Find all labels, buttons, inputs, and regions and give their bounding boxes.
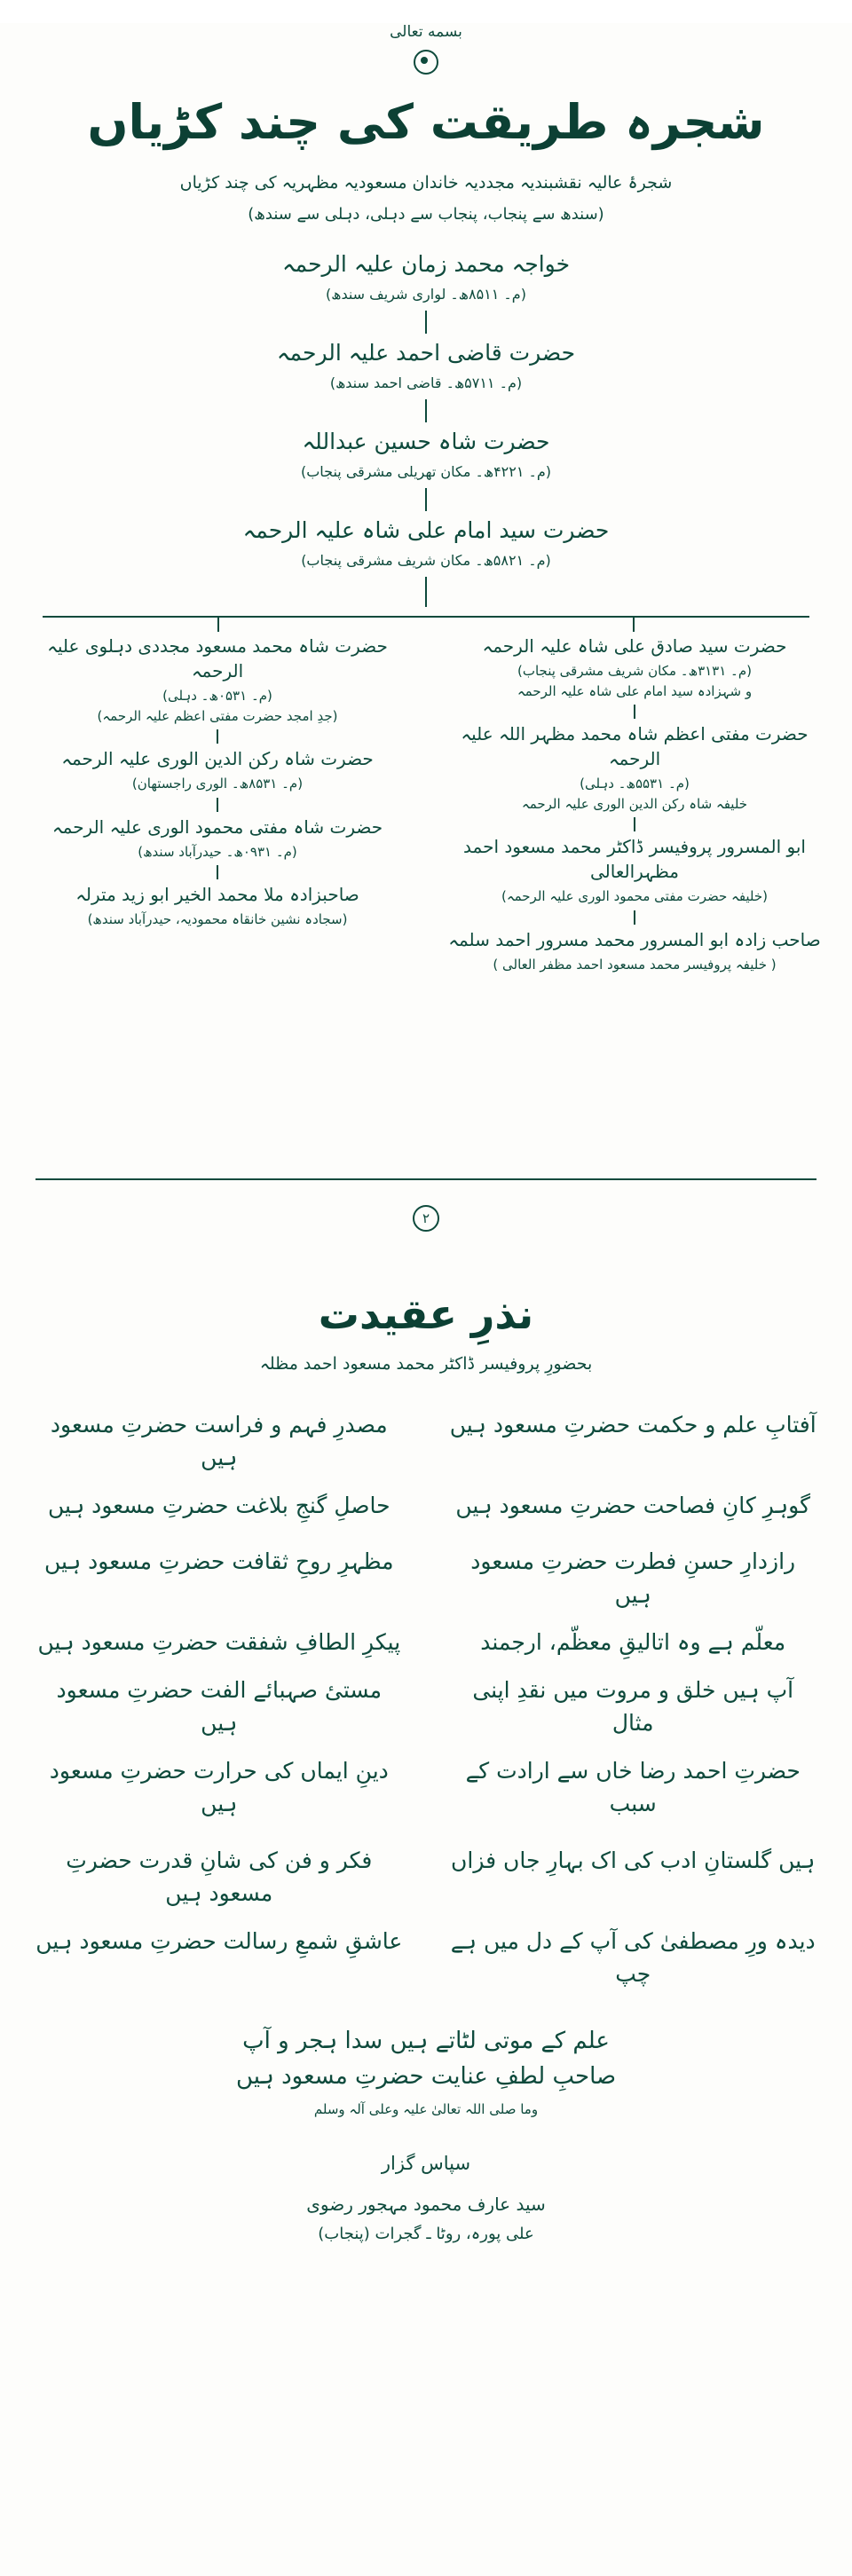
- branch-stub-left: [217, 616, 219, 632]
- subtitle-line-2: (سندھ سے پنجاب، پنجاب سے دہلی، دہلی سے سندھ): [248, 205, 604, 225]
- branch-diagram: [0, 616, 852, 1184]
- poem-closing: [0, 2023, 852, 2118]
- chain-node-4: [0, 515, 852, 571]
- signature-block: [0, 2153, 852, 2248]
- branch-node-detail: (م۔ ۱۳۹۰ھ۔ حیدرآباد سندھ): [138, 843, 297, 860]
- couplet-hemistich-left: فکر و فن کی شانِ قدرت حضرتِ مسعود ہیں: [66, 1847, 373, 1907]
- chain-node-name: حضرت شاہ حسین عبداللہ: [302, 429, 550, 455]
- signature-word: سپاس گزار: [381, 2153, 471, 2175]
- branch-node-right-4: [444, 927, 825, 975]
- bismillah-text: بسمه تعالی: [390, 23, 462, 41]
- branch-node-name: حضرت سید صادق علی شاہ علیہ الرحمہ: [482, 635, 787, 658]
- document-page: [0, 23, 852, 2576]
- branch-node-name: حضرت مفتی اعظم شاہ محمد مظہر اللہ علیہ الرحمہ: [461, 723, 809, 770]
- couplet-row: [36, 1925, 816, 1991]
- branch-node-name: حضرت شاہ محمد مسعود مجددی دہلوی علیہ الرحمہ: [47, 635, 388, 682]
- couplet-hemistich-right: حضرتِ احمد رضا خاں سے ارادت کے سبب: [465, 1757, 801, 1817]
- connector-line: [634, 817, 635, 831]
- chain-node-3: [0, 426, 852, 483]
- branch-node-name: حضرت شاہ رکن الدین الوری علیہ الرحمہ: [61, 748, 374, 770]
- couplet-hemistich-left: دینِ ایماں کی حرارت حضرتِ مسعود ہیں: [49, 1757, 389, 1817]
- couplet-hemistich-right: گوہرِ کانِ فصاحت حضرتِ مسعود ہیں: [455, 1492, 810, 1518]
- couplet-row: [36, 1489, 816, 1523]
- subtitle-line-1: شجرۂ عالیہ نقشبندیہ مجددیہ خاندان مسعودیہ مظہریہ کی چند کڑیاں: [179, 172, 673, 193]
- branch-node-detail: (م۔ ۱۳۵۸ھ۔ الوری راجستھان): [131, 776, 304, 792]
- signature-address: علی پورہ، روٹا ـ گجرات (پنجاب): [318, 2225, 534, 2244]
- couplet-hemistich-left: حاصلِ گنجِ بلاغت حضرتِ مسعود ہیں: [48, 1492, 390, 1518]
- branch-column-left: [27, 634, 408, 934]
- couplet-hemistich-right: رازدارِ حسنِ فطرت حضرتِ مسعود ہیں: [470, 1548, 796, 1608]
- page-number-mark: [0, 1205, 852, 1232]
- branch-node-left-1: [27, 634, 408, 726]
- branch-horizontal-bar: [43, 616, 809, 618]
- couplet-row: [36, 1545, 816, 1611]
- chain-node-name: حضرت سید امام علی شاہ علیہ الرحمہ: [242, 517, 610, 544]
- chain-node-name: خواجہ محمد زمان علیہ الرحمہ: [281, 251, 571, 278]
- page-title: شجرہ طریقت کی چند کڑیاں: [87, 94, 765, 150]
- couplet-hemistich-left: عاشقِ شمعِ رسالت حضرتِ مسعود ہیں: [36, 1927, 403, 1954]
- couplet-hemistich-right: دیدہ ورِ مصطفیٰ کی آپ کے دل میں ہے چپ: [450, 1927, 816, 1988]
- chain-node-2: [0, 337, 852, 394]
- couplet-hemistich-left: مظہرِ روحِ ثقافت حضرتِ مسعود ہیں: [44, 1548, 394, 1575]
- couplet-row: [36, 1626, 816, 1659]
- branch-node-right-1: [444, 634, 825, 701]
- couplet-row: [36, 1408, 816, 1475]
- branch-node-left-4: [27, 882, 408, 930]
- poem-dedication: بحضورِ پروفیسر ڈاکٹر محمد مسعود احمد مظلہ: [259, 1354, 593, 1375]
- chain-node-detail: (م۔ ۱۲۸۵ھ۔ مکان شریف مشرقی پنجاب): [301, 552, 551, 570]
- closing-salutation: وما صلی اللہ تعالیٰ علیہ وعلی آلہ وسلم: [313, 2101, 539, 2118]
- branch-node-left-2: [27, 746, 408, 794]
- connector-line: [217, 865, 218, 879]
- branch-column-right: [444, 634, 825, 978]
- chain-node-name: حضرت قاضی احمد علیہ الرحمہ: [276, 340, 576, 366]
- branch-node-left-3: [27, 815, 408, 863]
- connector-line: [425, 577, 427, 607]
- branch-node-detail-2: و شہزادہ سید امام علی شاہ علیہ الرحمہ: [517, 682, 753, 699]
- connector-line: [425, 488, 427, 511]
- couplet-hemistich-right: معلّم ہے وہ اتالیقِ معظّم، ارجمند: [480, 1629, 786, 1656]
- chain-node-detail: (م۔ ۱۲۲۴ھ۔ مکان تھریلی مشرقی پنجاب): [300, 463, 552, 481]
- chain-node-detail: (م۔ ۱۱۷۵ھ۔ قاضی احمد سندھ): [329, 374, 523, 392]
- branch-node-name: حضرت شاہ مفتی محمود الوری علیہ الرحمہ: [51, 815, 383, 838]
- branch-node-detail: (م۔ ۱۳۵۵ھ۔ دہلی): [580, 776, 690, 792]
- branch-node-detail: (م۔ ۱۳۵۰ھ۔ دہلی): [162, 688, 272, 705]
- poem-title: نذرِ عقیدت: [318, 1290, 534, 1339]
- branch-node-detail-2: خلیفہ شاہ رکن الدین الوری علیہ الرحمہ: [521, 795, 748, 812]
- chain-node-detail: (م۔ ۱۱۵۸ھ۔ لواری شریف سندھ): [326, 286, 526, 303]
- closing-line-2: صاحبِ لطفِ عنایت حضرتِ مسعود ہیں: [235, 2062, 617, 2090]
- signature-name: سید عارف محمود مہجور رضوی: [306, 2194, 546, 2216]
- section-divider: [36, 1178, 816, 1180]
- branch-node-name: ابو المسرور پروفیسر ڈاکٹر محمد مسعود احمد مظہرالعالی: [463, 836, 806, 883]
- connector-line: [425, 399, 427, 422]
- couplet-row: [36, 1674, 816, 1740]
- connector-line: [634, 705, 635, 719]
- branch-node-name: صاحبزادہ ملا محمد الخیر ابو زید مترلہ: [75, 884, 359, 906]
- couplet-hemistich-right: آپ ہیں خلق و مروت میں نقدِ اپنی مثال: [472, 1676, 794, 1737]
- seal-dot-ornament-icon: [414, 50, 438, 75]
- connector-line: [425, 311, 427, 334]
- closing-line-1: علم کے موتی لٹاتے ہیں سدا ہجر و آپ: [242, 2027, 610, 2054]
- poem-couplets: [36, 1408, 816, 1991]
- seal-dot-ornament-wrap: [0, 50, 852, 78]
- branch-node-detail: (سجادہ نشین خانقاہ محمودیہ، حیدرآباد سندھ): [87, 911, 348, 928]
- couplet-hemistich-left: مصدرِ فہم و فراست حضرتِ مسعود ہیں: [50, 1411, 388, 1471]
- connector-line: [217, 798, 218, 812]
- couplet-row: [36, 1844, 816, 1910]
- branch-node-detail: ( خلیفہ پروفیسر محمد مسعود احمد مظفر العالی ): [493, 956, 777, 973]
- page-number-value: ۲: [413, 1205, 439, 1232]
- branch-node-right-3: [444, 834, 825, 907]
- branch-stub-right: [633, 616, 635, 632]
- branch-node-detail: (م۔ ۱۳۱۳ھ۔ مکان شریف مشرقی پنجاب): [517, 663, 752, 680]
- couplet-hemistich-right: ہیں گلستانِ ادب کی اک بہارِ جاں فزاں: [451, 1847, 816, 1873]
- connector-line: [217, 729, 218, 744]
- connector-line: [634, 910, 635, 925]
- chain-node-1: [0, 248, 852, 305]
- branch-node-detail: (خلیفہ حضرت مفتی محمود الوری علیہ الرحمہ): [501, 888, 769, 905]
- branch-node-name: صاحب زادہ ابو المسرور محمد مسرور احمد سلمہ: [448, 928, 821, 950]
- couplet-hemistich-right: آفتابِ علم و حکمت حضرتِ مسعود ہیں: [449, 1411, 816, 1438]
- lineage-chain: [0, 248, 852, 607]
- branch-node-detail-2: (جدِ امجد حضرت مفتی اعظم علیہ الرحمہ): [97, 707, 338, 724]
- couplet-row: [36, 1754, 816, 1821]
- branch-node-right-2: [444, 721, 825, 814]
- couplet-hemistich-left: پیکرِ الطافِ شفقت حضرتِ مسعود ہیں: [37, 1629, 401, 1656]
- couplet-hemistich-left: مستیٔ صہبائے الفت حضرتِ مسعود ہیں: [56, 1676, 383, 1737]
